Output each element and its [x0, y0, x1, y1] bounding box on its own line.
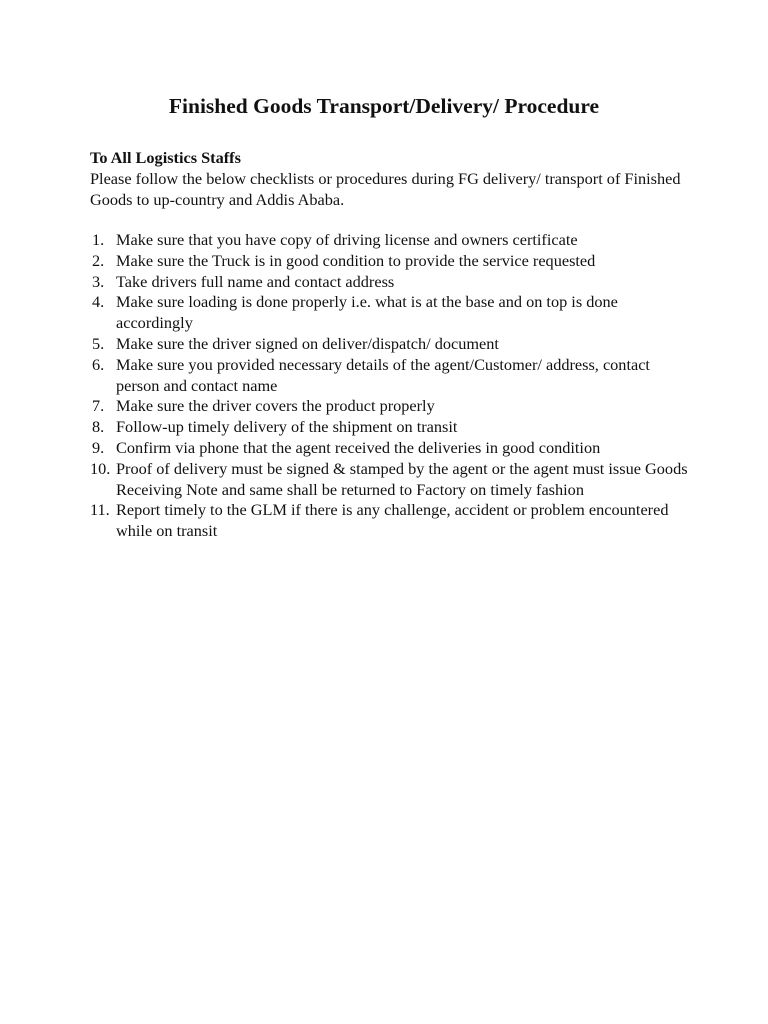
- list-item-number: 9.: [92, 437, 105, 457]
- list-item: [90, 355, 690, 397]
- list-item-text: Make sure the Truck is in good condition to provide the service requested: [116, 250, 596, 270]
- section-heading: To All Logistics Staffs: [90, 148, 241, 167]
- list-item: [90, 292, 690, 334]
- list-item-text: Make sure the driver covers the product properly: [116, 396, 435, 416]
- list-item: [90, 334, 690, 355]
- list-item-text: Take drivers full name and contact address: [116, 271, 395, 291]
- list-item-number: 10.: [90, 458, 111, 478]
- list-item-number: 11.: [90, 500, 110, 520]
- list-item-text: Make sure that you have copy of driving license and owners certificate: [116, 230, 578, 249]
- intro-section: [90, 147, 690, 210]
- list-item-number: 7.: [92, 396, 105, 416]
- list-item-text: Make sure you provided necessary details of the agent/Customer/ address, contact person and contact name: [116, 354, 650, 395]
- procedure-list: [90, 230, 690, 542]
- list-item-text: Make sure loading is done properly i.e. what is at the base and on top is done accordingly: [116, 292, 618, 333]
- list-item-text: Make sure the driver signed on deliver/dispatch/ document: [116, 333, 499, 353]
- list-item: [90, 500, 690, 542]
- list-item-number: 4.: [92, 292, 105, 312]
- intro-paragraph: Please follow the below checklists or procedures during FG delivery/ transport of Finished Goods to up-country and Addis Ababa.: [90, 169, 681, 209]
- list-item: [90, 251, 690, 272]
- list-item: [90, 230, 690, 251]
- list-item-text: Proof of delivery must be signed & stamped by the agent or the agent must issue Goods Receiving Note and same shall be returned to Factory on timely fashion: [116, 458, 688, 499]
- list-item-number: 5.: [92, 333, 105, 353]
- list-item: [90, 396, 690, 417]
- list-item: [90, 438, 690, 459]
- list-item: [90, 417, 690, 438]
- list-item-text: Follow-up timely delivery of the shipment on transit: [116, 417, 458, 437]
- list-item-text: Confirm via phone that the agent received the deliveries in good condition: [116, 437, 601, 457]
- document-title: Finished Goods Transport/Delivery/ Procedure: [168, 94, 600, 118]
- list-item: [90, 272, 690, 293]
- list-item: [90, 459, 690, 501]
- list-item-number: 2.: [92, 250, 105, 270]
- list-item-number: 1.: [92, 230, 105, 249]
- list-item-number: 3.: [92, 271, 105, 291]
- list-item-number: 6.: [92, 354, 105, 374]
- list-item-text: Report timely to the GLM if there is any challenge, accident or problem encountered while on transit: [116, 500, 669, 541]
- list-item-number: 8.: [92, 417, 105, 437]
